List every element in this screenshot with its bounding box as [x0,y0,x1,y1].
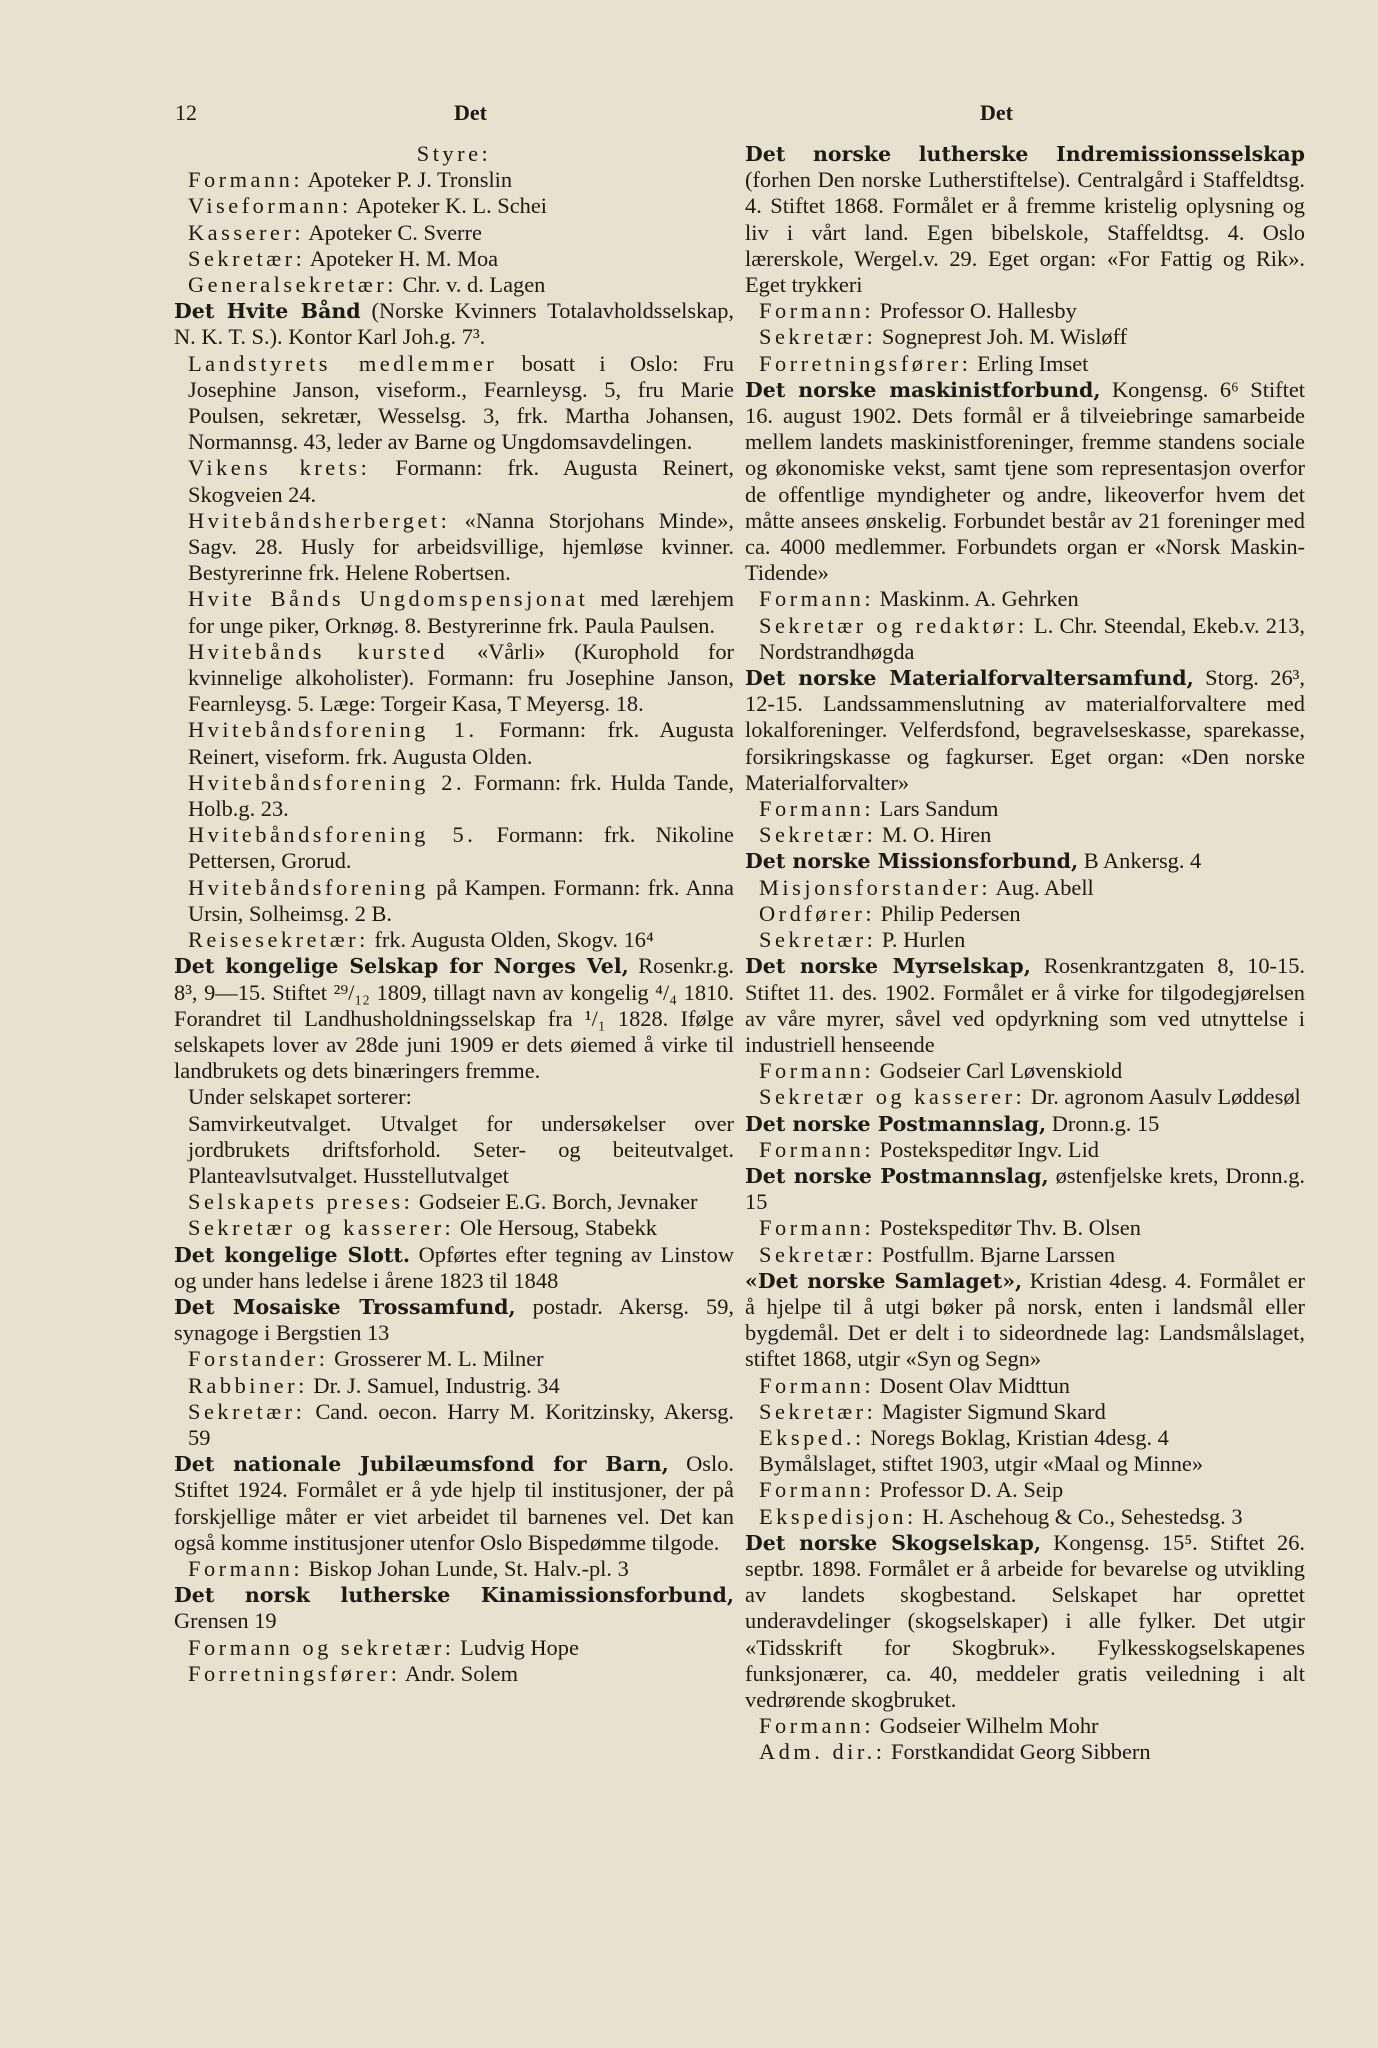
role-label: Vikens krets: [188,455,371,481]
role-value: «Vårli» (Kurophold for kvinnelige alkoholister). Formann: fru Josephine Janson, Fearnleysg. 5. Læge: Torgeir Kasa, T Meyersg. 18. [188,638,734,717]
entry-text: østenfjelske krets, Dronn.g. 15 [745,1162,1305,1215]
entry-text: (forhen Den norske Lutherstiftelse). Centralgård i Staffeldtsg. 4. Stiftet 1868. Formålet er å fremme kristelig oplysning og liv i vårt land. Egen bibelskole, Staffeldtsg. 4. Oslo lærerskole, Wergel.v. 29. Eget organ: «For Fattig og Rik». Eget trykkeri [745,167,1305,298]
role-value: L. Chr. Steendal, Ekeb.v. 213, Nordstrandhøgda [759,612,1305,664]
role-value: Formann: frk. Augusta Reinert, viseform. frk. Augusta Olden. [188,717,734,769]
role-value: frk. Augusta Olden, Skogv. 16⁴ [368,927,654,953]
entry-text: Kongensg. 15⁵. Stiftet 26. septbr. 1898. Formålet er å arbeide for bevarelse og utvikling av landets skogbestand. Selskapet har oprettet underavdelinger (skogselskaper) i alle fylker. Det utgir «Tidsskrift for Skogbruk». Fylkesskogselskapenes funksjonærer, ca. 40, meddeler gratis veiledning i alt vedrørende skogbruket. [745,1529,1305,1712]
role-value: Postekspeditør Ingv. Lid [874,1136,1100,1162]
officer-line [745,586,1305,612]
running-head-left: Det [454,100,487,125]
officer-line [745,1084,1305,1110]
entry-text: Rosenkrantzgaten 8, 10-15. Stiftet 11. des. 1902. Formålet er å virke for tilgodegjørelsen av våre myrer, såvel ved opdyrkning som ved utnyttelse i industriell henseende [745,953,1305,1057]
role-label: Misjonsforstander: [759,874,992,900]
role-value: Grosserer M. L. Milner [328,1346,544,1372]
entry-title: Det norske Missionsforbund, [745,849,1079,874]
officer-line [745,1451,1305,1477]
directory-entry [174,1582,734,1634]
entry-title: Det norske Materialforvaltersamfund, [745,666,1194,691]
section-heading: Styre: [416,141,492,166]
page-number: 12 [175,100,197,125]
role-value: Forstkandidat Georg Sibbern [885,1739,1151,1765]
role-label: Adm. dir.: [759,1739,886,1765]
role-label: Forretningsfører: [759,350,972,376]
entry-text: postadr. Akersg. 59, synagoge i Bergstien 13 [174,1293,734,1346]
officer-line [745,796,1305,822]
officer-line [174,1084,734,1110]
role-value: «Nanna Storjohans Minde», Sagv. 28. Husly for arbeidsvillige, hjemløse kvinner. Bestyrerinne frk. Helene Robertsen. [188,507,734,586]
role-value: Bymålslaget, stiftet 1903, utgir «Maal og Minne» [759,1451,1204,1477]
role-label: Sekretær: [188,245,306,271]
role-value: Dosent Olav Midttun [874,1372,1070,1398]
officer-line [174,1399,734,1451]
role-value: Samvirkeutvalget. Utvalget for undersøkelser over jordbrukets driftsforhold. Seter- og beiteutvalget. Planteavlsutvalget. Husstellutvalget [188,1110,734,1188]
entry-text: Storg. 26³, 12-15. Landssammenslutning av materialforvaltere med lokalforeninger. Velferdsfond, begravelseskasse, sparekasse, forsikringskasse og fagkurser. Eget organ: «Den norske Materialforvalter» [745,665,1305,795]
directory-entry [174,1294,734,1346]
officer-line [174,508,734,587]
directory-entry [745,665,1305,796]
role-label: Reisesekretær: [188,927,369,953]
directory-entry [174,1242,734,1294]
entry-text: Grensen 19 [174,1608,277,1634]
role-label: Rabbiner: [188,1372,308,1398]
officer-line [745,875,1305,901]
officer-line [174,1556,734,1582]
role-label: Sekretær og kasserer: [188,1215,455,1241]
directory-entry [174,1451,734,1556]
role-label: Sekretær og redaktør: [759,612,1028,638]
role-value: Magister Sigmund Skard [876,1398,1106,1424]
entry-title: Det norske lutherske Indremissionsselskap [745,142,1305,166]
role-label: Generalsekretær: [188,272,397,298]
officer-line [745,1504,1305,1530]
role-label: Hvitebåndsforening [188,874,429,900]
role-value: Cand. oecon. Harry M. Koritzinsky, Akersg. 59 [188,1398,734,1450]
role-label: Sekretær: [759,324,877,350]
entry-title: Det norske Postmannslag, [745,1163,1049,1188]
officer-line [174,1635,734,1661]
role-value: Formann: frk. Augusta Reinert, Skogveien 24. [188,455,735,507]
officer-line [745,613,1305,665]
officer-line [174,927,734,953]
role-value: Under selskapet sorterer: [188,1084,412,1110]
entry-title: Det norsk lutherske Kinamissionsforbund, [174,1583,734,1608]
role-value: bosatt i Oslo: Fru Josephine Janson, viseform., Fearnleysg. 5, fru Marie Poulsen, sekretær, Wesselsg. 3, frk. Martha Johansen, Normannsg. 43, leder av Barne og Ungdomsavdelingen. [188,350,734,455]
role-value: Dr. agronom Aasulv Løddesøl [1025,1084,1301,1110]
officer-line [174,167,734,193]
entry-title: Det kongelige Selskap for Norges Vel, [174,954,629,979]
directory-entry [174,298,734,350]
officer-line [174,639,734,718]
officer-line [745,1477,1305,1503]
role-label: Landstyrets medlemmer [188,350,498,376]
directory-entry [745,1268,1305,1373]
role-value: Maskinm. A. Gehrken [874,586,1079,612]
role-label: Eksped.: [759,1424,865,1450]
role-label: Formann: [759,1215,875,1241]
role-value: P. Hurlen [876,927,966,953]
directory-entry [745,848,1305,874]
role-label: Hvite Bånds Ungdomspensjonat [188,586,589,612]
role-value: Lars Sandum [874,796,999,822]
officer-line [745,324,1305,350]
role-label: Selskapets preses: [188,1189,414,1215]
directory-entry [745,1111,1305,1137]
role-label: Formann: [759,298,875,324]
role-value: M. O. Hiren [876,822,992,848]
directory-entry [745,1530,1305,1713]
officer-line [174,1189,734,1215]
role-label: Hvitebåndsforening 2. [188,769,466,795]
role-value: Godseier Carl Løvenskiold [874,1058,1123,1084]
officer-line [745,822,1305,848]
entry-title: Det norske maskinistforbund, [745,377,1101,402]
officer-line [745,1399,1305,1425]
right-column [745,141,1305,1766]
entry-title: Det Hvite Bånd [174,299,361,324]
officer-line [745,298,1305,324]
role-label: Sekretær og kasserer: [759,1084,1026,1110]
role-value: Apoteker K. L. Schei [351,193,548,219]
entry-title: Det Mosaiske Trossamfund, [174,1294,516,1319]
entry-text: Oslo. Stiftet 1924. Formålet er å yde hjelp til institusjoner, der på forskjellige måter er viet arbeidet til barnenes vel. Det kan også komme institusjoner utenfor Oslo Bispedømme tilgode. [174,1451,734,1555]
officer-line [174,717,734,769]
role-value: Apoteker H. M. Moa [305,245,499,271]
role-label: Hvitebåndsforening 5. [188,822,477,848]
role-value: Postfullm. Bjarne Larssen [876,1241,1116,1267]
role-label: Sekretær: [759,1398,877,1424]
role-label: Formann: [188,167,304,193]
officer-line [174,586,734,638]
role-value: Aug. Abell [991,874,1094,900]
role-label: Hvitebåndsforening 1. [188,717,478,743]
entry-text: Kristian 4desg. 4. Formålet er å hjelpe til å utgi bøker på norsk, enten i landsmål eller bygdemål. Det er delt i to sideordnede lag: Landsmålslaget, stiftet 1868, utgir «Syn og Segn» [745,1267,1306,1372]
role-value: Formann: frk. Nikoline Pettersen, Grorud. [188,822,734,874]
role-value: Postekspeditør Thv. B. Olsen [874,1215,1141,1241]
role-value: Ludvig Hope [454,1634,579,1660]
officer-line [174,246,734,272]
entry-text: Opførtes efter tegning av Linstow og under hans ledelse i årene 1823 til 1848 [174,1241,735,1293]
left-column [174,141,734,1687]
role-label: Formann: [759,1136,875,1162]
officer-line [174,822,734,874]
entry-text: Dronn.g. 15 [1046,1110,1160,1136]
role-value: Chr. v. d. Lagen [396,272,546,298]
role-value: Apoteker C. Sverre [304,219,482,245]
directory-entry [174,953,734,1084]
officer-line [174,455,734,507]
entry-title: Det nationale Jubilæumsfond for Barn, [174,1452,669,1477]
officer-line [745,1058,1305,1084]
officer-line [745,901,1305,927]
role-value: Philip Pedersen [875,900,1021,926]
role-value: Erling Imset [971,350,1089,376]
role-label: Viseformann: [188,193,352,219]
role-value: Godseier Wilhelm Mohr [874,1713,1099,1739]
role-label: Ekspedisjon: [759,1503,917,1529]
directory-entry [745,953,1305,1058]
officer-line [174,1111,734,1190]
directory-entry [745,141,1305,298]
role-label: Kasserer: [188,219,305,245]
role-label: Formann: [759,1058,875,1084]
officer-line [745,1739,1305,1765]
entry-text: B Ankersg. 4 [1078,848,1202,874]
officer-line [745,1215,1305,1241]
role-label: Forretningsfører: [188,1660,401,1686]
role-label: Formann: [188,1555,304,1581]
role-value: Sogneprest Joh. M. Wisløff [876,324,1128,350]
officer-line [745,927,1305,953]
officer-line [745,1373,1305,1399]
directory-entry [745,1163,1305,1215]
entry-title: «Det norske Samlaget», [745,1268,1023,1293]
role-label: Formann: [759,1477,875,1503]
role-label: Sekretær: [188,1398,306,1424]
role-label: Formann: [759,1713,875,1739]
role-label: Hvitebånds kursted [188,638,448,664]
entry-text: Rosenkr.g. 8³, 9—15. Stiftet ²⁹/₁₂ 1809, tillagt navn av kongelig ⁴/₄ 1810. Forandret til Landhusholdningsselskap fra ¹/₁ 1828. Ifølge selskapets lover av 28de juni 1909 er dets øiemed å virke til landbrukets og dets binæringers fremme. [174,953,734,1084]
role-value: H. Aschehoug & Co., Sehestedsg. 3 [916,1503,1243,1529]
entry-text: Kongensg. 6⁶ Stiftet 16. august 1902. Dets formål er å tilveiebringe samarbeide mellem landets maskinistforeninger, fremme standens sociale og økonomiske vekst, samt tjene som representasjon overfor de offentlige myndigheter og andre, likeoverfor hvem det måtte ansees ønskelig. Forbundet består av 21 foreninger med ca. 4000 medlemmer. Forbundets organ er «Norsk Maskin-Tidende» [745,376,1305,586]
role-value: med lærehjem for unge piker, Orknøg. 8. Bestyrerinne frk. Paula Paulsen. [188,586,734,638]
role-value: Professor O. Hallesby [874,298,1077,324]
officer-line [174,770,734,822]
officer-line [745,1425,1305,1451]
officer-line [174,220,734,246]
role-label: Hvitebåndsherberget: [188,507,451,533]
role-value: Apoteker P. J. Tronslin [303,167,513,193]
role-value: Ole Hersoug, Stabekk [454,1215,657,1241]
role-value: Noregs Boklag, Kristian 4desg. 4 [864,1424,1169,1450]
officer-line [174,272,734,298]
officer-line [174,351,734,456]
entry-title: Det norske Postmannslag, [745,1111,1047,1136]
role-label: Sekretær: [759,822,877,848]
officer-line [174,1346,734,1372]
entry-text: (Norske Kvinners Totalavholdsselskap, N. K. T. S.). Kontor Karl Joh.g. 7³. [174,298,735,350]
role-value: Biskop Johan Lunde, St. Halv.-pl. 3 [303,1555,629,1581]
role-value: Dr. J. Samuel, Industrig. 34 [307,1372,560,1398]
role-label: Forstander: [188,1346,329,1372]
entry-title: Det kongelige Slott. [174,1242,411,1267]
role-value: Andr. Solem [400,1660,519,1686]
officer-line [745,1713,1305,1739]
entry-title: Det norske Skogselskap, [745,1530,1041,1555]
officer-line [745,1242,1305,1268]
role-value: Godseier E.G. Borch, Jevnaker [413,1189,698,1215]
role-label: Sekretær: [759,1241,877,1267]
running-head-right: Det [980,100,1013,125]
officer-line [174,1373,734,1399]
entry-title: Det norske Myrselskap, [745,954,1031,979]
officer-line [745,351,1305,377]
officer-line [174,1215,734,1241]
directory-entry [745,377,1305,587]
role-label: Formann: [759,586,875,612]
role-label: Ordfører: [759,900,876,926]
role-label: Formann: [759,1372,875,1398]
role-label: Sekretær: [759,927,877,953]
role-value: på Kampen. Formann: frk. Anna Ursin, Solheimsg. 2 B. [188,874,734,926]
role-label: Formann: [759,796,875,822]
role-value: Formann: frk. Hulda Tande, Holb.g. 23. [188,769,734,822]
officer-line [174,1661,734,1687]
officer-line [174,875,734,927]
role-label: Formann og sekretær: [188,1634,455,1660]
officer-line [745,1137,1305,1163]
role-value: Professor D. A. Seip [874,1477,1064,1503]
officer-line [174,193,734,219]
